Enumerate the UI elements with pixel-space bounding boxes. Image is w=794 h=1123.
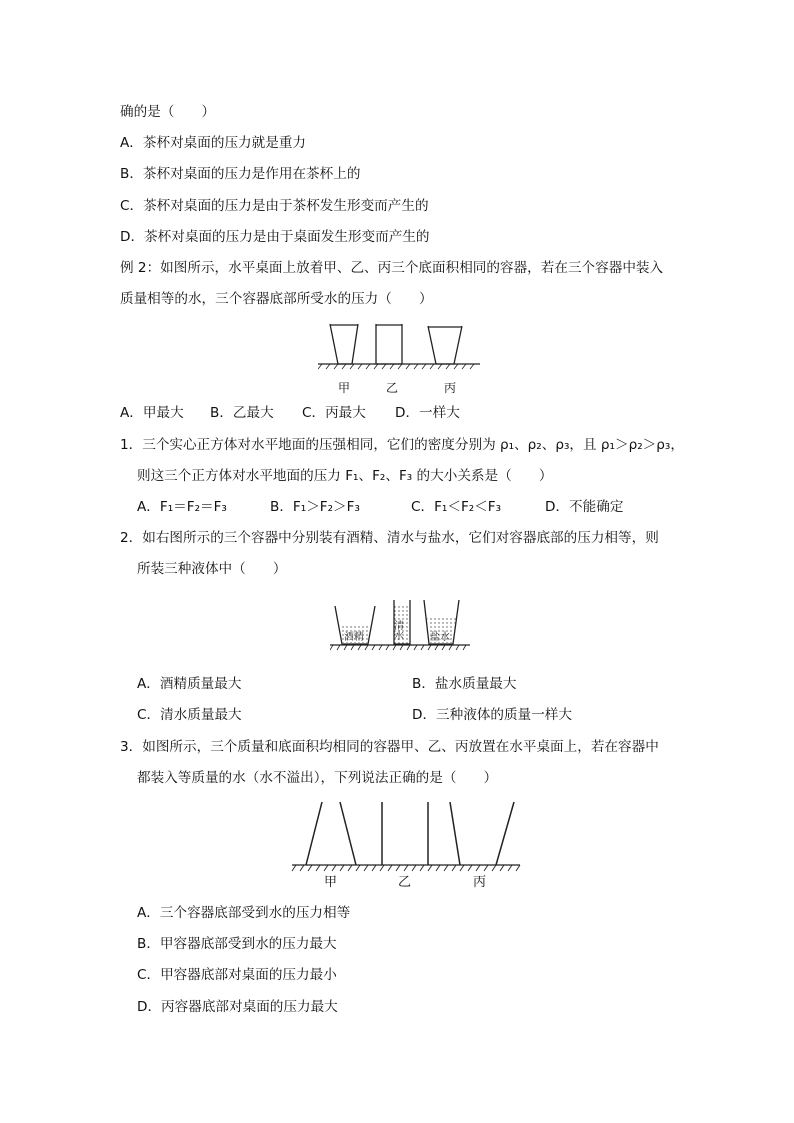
- option-c: C．F₁＜F₂＜F₃: [411, 499, 502, 515]
- option-b: B．乙最大: [210, 405, 274, 421]
- option-d: D．茶杯对桌面的压力是由于桌面发生形变而产生的: [120, 229, 430, 245]
- example2-stem-line1: 例 2：如图所示，水平桌面上放着甲、乙、丙三个底面积相同的容器，若在三个容器中装入: [120, 260, 664, 276]
- question2-liquids-figure: [330, 598, 472, 660]
- option-b: B．甲容器底部受到水的压力最大: [137, 936, 337, 952]
- option-a: A．三个容器底部受到水的压力相等: [137, 905, 351, 921]
- option-d: D．三种液体的质量一样大: [412, 707, 572, 723]
- option-d: D．不能确定: [545, 499, 624, 515]
- option-a: A．F₁＝F₂＝F₃: [137, 499, 227, 515]
- figure-label-jia: 甲: [338, 381, 351, 395]
- example2-containers-figure: [318, 320, 483, 398]
- question2-stem-line2: 所装三种液体中（ ）: [137, 561, 287, 577]
- question3-containers-figure: [290, 798, 522, 894]
- question3-stem-line1: 3．如图所示，三个质量和底面积均相同的容器甲、乙、丙放置在水平桌面上，若在容器中: [120, 739, 659, 755]
- option-c: C．甲容器底部对桌面的压力最小: [137, 967, 337, 983]
- option-c: C．茶杯对桌面的压力是由于茶杯发生形变而产生的: [120, 198, 429, 214]
- question3-stem-line2: 都装入等质量的水（水不溢出），下列说法正确的是（ ）: [137, 770, 498, 786]
- figure-label-yi: 乙: [398, 875, 412, 890]
- option-d: D．一样大: [395, 405, 460, 421]
- label-alcohol: 酒精: [344, 632, 364, 643]
- option-a: A．酒精质量最大: [137, 676, 242, 692]
- option-a: A．甲最大: [120, 405, 184, 421]
- figure-label-bing: 丙: [473, 875, 487, 890]
- figure-label-bing: 丙: [444, 381, 457, 395]
- option-d: D．丙容器底部对桌面的压力最大: [137, 999, 338, 1015]
- option-a: A．茶杯对桌面的压力就是重力: [120, 135, 307, 151]
- question-stem-tail: 确的是（ ）: [120, 104, 216, 120]
- example2-options: [120, 403, 460, 423]
- figure-label-yi: 乙: [386, 381, 399, 395]
- figure-label-jia: 甲: [324, 875, 338, 890]
- question1-stem-line2: 则这三个正方体对水平地面的压力 F₁、F₂、F₃ 的大小关系是（ ）: [137, 468, 553, 484]
- option-b: B．盐水质量最大: [412, 676, 517, 692]
- label-water: 清水: [391, 620, 403, 640]
- question1-stem-line1: 1．三个实心正方体对水平地面的压强相同，它们的密度分别为 ρ₁、ρ₂、ρ₃，且 ρ₁＞ρ₂＞ρ₃，: [120, 437, 684, 453]
- option-b: B．F₁＞F₂＞F₃: [270, 499, 360, 515]
- question2-stem-line1: 2．如右图所示的三个容器中分别装有酒精、清水与盐水，它们对容器底部的压力相等，则: [120, 530, 659, 546]
- option-c: C．清水质量最大: [137, 707, 242, 723]
- option-c: C．丙最大: [302, 405, 366, 421]
- question1-options: [137, 497, 623, 517]
- example2-stem-line2: 质量相等的水，三个容器底部所受水的压力（ ）: [120, 291, 433, 307]
- option-b: B．茶杯对桌面的压力是作用在茶杯上的: [120, 166, 361, 182]
- label-saltwater: 盐水: [430, 632, 450, 643]
